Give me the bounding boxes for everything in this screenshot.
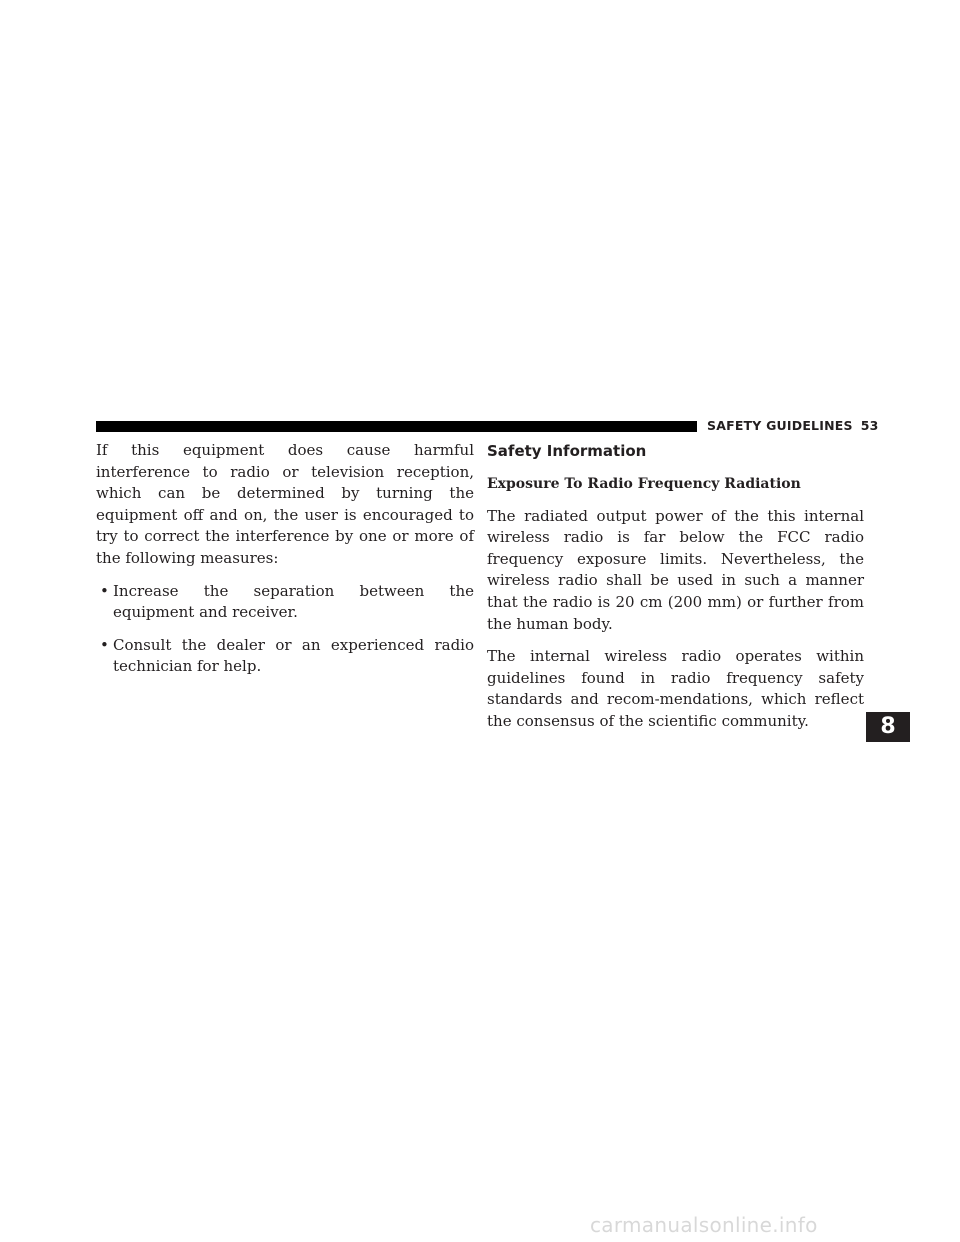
intro-paragraph: If this equipment does cause harmful interference to radio or television reception, which can be determined by turning the equipment off and on, the user is encouraged to try to correct the interference by one or more of the following measures: — [96, 441, 474, 567]
left-column — [96, 440, 474, 689]
list-item — [96, 581, 474, 624]
bullet-icon: • — [100, 635, 109, 654]
watermark-text: carmanualsonline.info — [590, 1213, 818, 1237]
body-paragraph: The radiated output power of the this internal wireless radio is far below the FCC radio frequency exposure limits. Nevertheless, the wireless radio shall be used in such a manner that the radio is 20 cm (200 mm) or further from the human body. — [487, 506, 864, 633]
list-item-text: Consult the dealer or an experienced radio technician for help. — [113, 635, 474, 676]
list-item-text: Increase the separation between the equipment and receiver. — [113, 581, 474, 622]
running-header — [707, 418, 878, 433]
sub-heading: Exposure To Radio Frequency Radiation — [487, 476, 801, 492]
header-rule-bar — [96, 421, 697, 432]
chapter-tab: 8 — [866, 712, 910, 742]
section-heading: Safety Information — [487, 442, 647, 460]
list-item — [96, 635, 474, 678]
right-column — [487, 440, 864, 744]
page-number: 53 — [860, 418, 879, 433]
bullet-icon: • — [100, 581, 109, 600]
section-title: SAFETY GUIDELINES — [707, 418, 853, 433]
body-paragraph: The internal wireless radio operates within guidelines found in radio frequency safety standards and recom-mendations, which reflect the consensus of the scientific community. — [487, 647, 864, 730]
measures-list — [96, 581, 474, 678]
